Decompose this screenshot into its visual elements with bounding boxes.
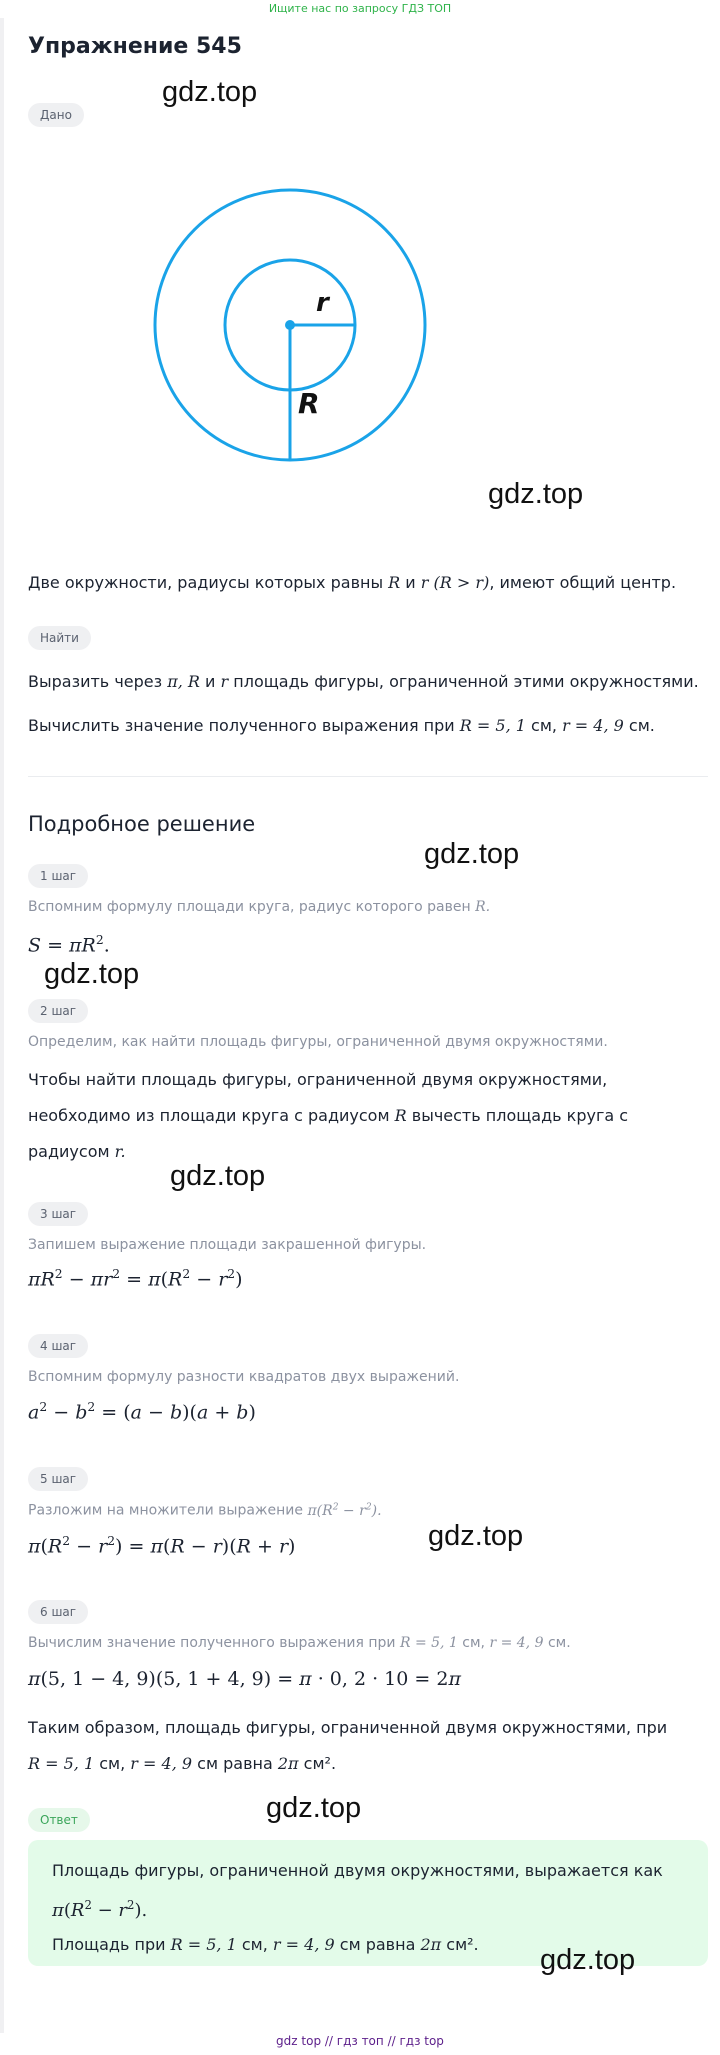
center-point	[285, 320, 295, 330]
step-2-line-3: радиусом r.	[28, 1142, 126, 1161]
step-3-formula: $\pi R^2 - \pi r^2 = \pi(R^2 - r^2)$	[28, 1267, 243, 1291]
step-1-hint: Вспомним формулу площади круга, радиус которого равен R.	[28, 899, 491, 915]
r-label: r	[316, 288, 329, 318]
step-6-hint: Вычислим значение полученного выражения при R = 5, 1 см, r = 4, 9 см.	[28, 1635, 571, 1651]
step-4-formula: $a^2 - b^2 = (a - b)(a + b)$	[28, 1400, 256, 1424]
watermark-3: gdz.top	[424, 838, 520, 870]
step-2-hint: Определим, как найти площадь фигуры, ограниченной двумя окружностями.	[28, 1034, 608, 1050]
answer-line-2: $\pi(R^2 - r^2)$.	[52, 1898, 148, 1921]
step-2-label: 2 шаг	[28, 999, 88, 1023]
left-rule	[0, 18, 4, 2033]
find-label: Найти	[28, 626, 91, 650]
step-6-formula: π(5, 1 − 4, 9)(5, 1 + 4, 9) = π · 0, 2 · 10 = 2π	[28, 1668, 461, 1690]
R-label: R	[298, 387, 320, 420]
given-label: Дано	[28, 103, 84, 127]
watermark-1: gdz.top	[162, 76, 258, 108]
step-5-hint: Разложим на множители выражение $\pi(R^2 - r^2)$.	[28, 1502, 382, 1519]
step-1-label: 1 шаг	[28, 864, 88, 888]
step-1-formula: $S = \pi R^2$.	[28, 933, 110, 957]
top-banner[interactable]: Ищите нас по запросу ГДЗ ТОП	[268, 2, 452, 15]
concentric-circles-figure	[150, 185, 430, 465]
watermark-6: gdz.top	[428, 1520, 524, 1552]
watermark-4: gdz.top	[44, 958, 140, 990]
answer-line-3: Площадь при R = 5, 1 см, r = 4, 9 см равна 2π см².	[52, 1935, 479, 1954]
step-6-label: 6 шаг	[28, 1600, 88, 1624]
answer-label: Ответ	[28, 1808, 90, 1832]
watermark-7: gdz.top	[266, 1792, 362, 1824]
find-text-1: Выразить через π, R и r площадь фигуры, ограниченной этими окружностями.	[28, 672, 699, 691]
footer-links[interactable]: gdz top // гдз топ // гдз top	[276, 2034, 444, 2048]
watermark-5: gdz.top	[170, 1160, 266, 1192]
step-2-line-2: необходимо из площади круга с радиусом R вычесть площадь круга с	[28, 1106, 629, 1125]
watermark-2: gdz.top	[488, 478, 584, 510]
step-3-hint: Запишем выражение площади закрашенной фигуры.	[28, 1237, 427, 1253]
step-4-hint: Вспомним формулу разности квадратов двух выражений.	[28, 1369, 460, 1385]
step-4-label: 4 шаг	[28, 1334, 88, 1358]
conclusion-line-2: R = 5, 1 см, r = 4, 9 см равна 2π см².	[28, 1754, 337, 1773]
step-3-label: 3 шаг	[28, 1202, 88, 1226]
answer-line-1: Площадь фигуры, ограниченной двумя окружностями, выражается как	[52, 1861, 663, 1880]
solution-title: Подробное решение	[28, 812, 256, 836]
step-5-formula: $\pi(R^2 - r^2) = \pi(R - r)(R + r)$	[28, 1534, 296, 1558]
find-text-2: Вычислить значение полученного выражения при R = 5, 1 см, r = 4, 9 см.	[28, 716, 655, 735]
step-2-line-1: Чтобы найти площадь фигуры, ограниченной двумя окружностями,	[28, 1070, 608, 1089]
step-5-label: 5 шаг	[28, 1467, 88, 1491]
watermark-8: gdz.top	[540, 1944, 636, 1976]
section-divider	[28, 776, 708, 777]
exercise-title: Упражнение 545	[28, 34, 242, 59]
conclusion-line-1: Таким образом, площадь фигуры, ограниченной двумя окружностями, при	[28, 1718, 668, 1737]
given-text: Две окружности, радиусы которых равны R и r (R > r), имеют общий центр.	[28, 573, 677, 592]
